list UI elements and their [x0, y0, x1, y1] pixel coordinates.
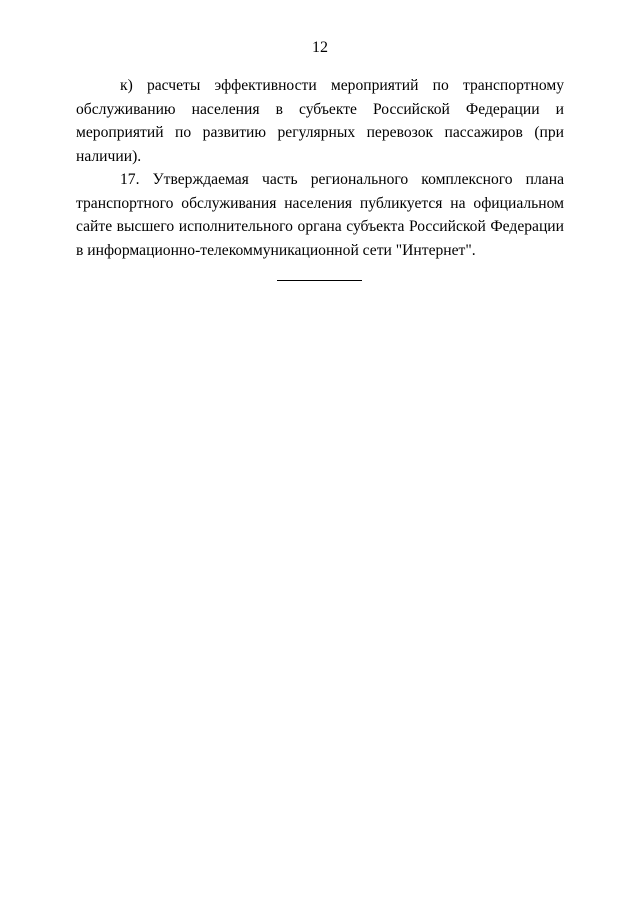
document-body: [76, 74, 564, 262]
paragraph-17: 17. Утверждаемая часть регионального комплексного плана транспортного обслуживания населения публикуется на официальном сайте высшего исполнительного органа субъекта Российской Федерации в информационно-телекоммуникационной сети "Интернет".: [76, 171, 564, 259]
page-number: 12: [312, 39, 328, 56]
end-of-document-rule: [277, 280, 362, 281]
paragraph-k: к) расчеты эффективности мероприятий по транспортному обслуживанию населения в субъекте Российской Федерации и мероприятий по развитию регулярных перевозок пассажиров (при наличии).: [76, 77, 564, 165]
